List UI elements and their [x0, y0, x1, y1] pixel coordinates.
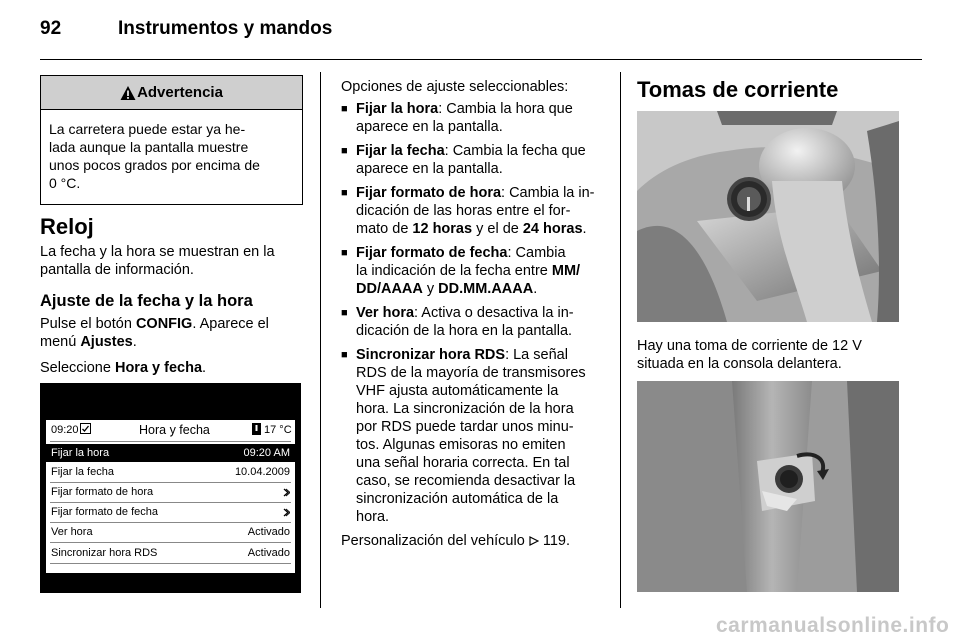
text: 24 horas	[522, 221, 583, 237]
text: .	[202, 360, 207, 376]
text: .	[582, 221, 587, 237]
text: : Cambia	[507, 245, 566, 261]
display-screenshot	[40, 383, 301, 593]
menu-row-fijar-hora[interactable]	[46, 444, 295, 462]
header-rule	[40, 59, 922, 60]
warning-triangle-icon	[120, 85, 136, 101]
tomas-description	[637, 337, 907, 373]
warning-header	[41, 76, 302, 110]
menu-row-value: Activado	[247, 547, 290, 559]
bullet: ■	[341, 103, 348, 115]
screen-divider	[50, 563, 291, 564]
option-term: Ver hora	[356, 305, 415, 321]
screen-temperature: 17 °C	[264, 424, 292, 436]
warning-box	[40, 75, 303, 205]
text: sincronización automática de la	[356, 491, 559, 507]
text: aparece en la pantalla.	[356, 119, 503, 135]
screen-title: Hora y fecha	[139, 423, 210, 437]
thermometer-icon	[252, 423, 261, 435]
option-term: Fijar la hora	[356, 101, 439, 117]
menu-row-label: Fijar la fecha	[51, 466, 114, 478]
menu-row-formato-hora[interactable]	[46, 483, 295, 501]
list-item	[341, 244, 605, 298]
console-outlet-illustration	[637, 381, 899, 592]
pulse-paragraph	[40, 315, 310, 351]
option-term: Sincronizar hora RDS	[356, 347, 506, 363]
list-item	[341, 142, 605, 178]
console-outlet-photo	[637, 381, 899, 592]
text: Personalización del vehículo	[341, 533, 529, 549]
menu-row-label: Fijar formato de fecha	[51, 506, 158, 518]
page-ref-arrow-icon	[529, 536, 539, 546]
display-screen	[46, 420, 295, 573]
menu-row-label: Sincronizar hora RDS	[51, 547, 158, 559]
config-button-ref: CONFIG	[135, 316, 193, 332]
text: . Aparece el	[192, 316, 269, 332]
column-divider-1	[320, 72, 321, 608]
text: hora.	[356, 509, 390, 525]
text: DD.MM.AAAA	[438, 281, 534, 297]
intro-line: pantalla de información.	[40, 262, 194, 278]
screen-divider	[50, 542, 291, 543]
text: : Cambia la in-	[501, 185, 595, 201]
option-term: Fijar formato de fecha	[356, 245, 508, 261]
menu-row-label: Fijar la hora	[51, 447, 110, 459]
text: : Cambia la hora que	[438, 101, 573, 117]
text: VHF ajusta automáticamente la	[356, 383, 559, 399]
option-term: Fijar la fecha	[356, 143, 445, 159]
warning-line: lada aunque la pantalla muestre	[49, 139, 249, 155]
text: MM/	[551, 263, 581, 279]
warning-title: Advertencia	[137, 84, 223, 101]
screen-divider	[50, 441, 291, 442]
options-intro: Opciones de ajuste seleccionables:	[341, 79, 569, 95]
list-item	[341, 346, 605, 526]
page-number: 92	[40, 18, 62, 39]
ajuste-subheading: Ajuste de la fecha y la hora	[40, 292, 253, 310]
power-outlet-illustration	[637, 111, 899, 322]
list-item	[341, 304, 605, 340]
option-term: Fijar formato de hora	[356, 185, 502, 201]
menu-row-fijar-fecha[interactable]	[46, 463, 295, 481]
text: : La señal	[505, 347, 568, 363]
menu-row-label: Fijar formato de hora	[51, 486, 154, 498]
seleccione-paragraph	[40, 359, 206, 377]
bullet: ■	[341, 349, 348, 361]
reloj-heading: Reloj	[40, 214, 94, 239]
text: .	[565, 533, 570, 549]
hora-fecha-ref: Hora y fecha	[114, 360, 203, 376]
menu-row-value: Activado	[247, 526, 290, 538]
text: mato de	[356, 221, 413, 237]
menu-row-sincronizar-rds[interactable]	[46, 544, 295, 562]
text: dicación de la hora en la pantalla.	[356, 323, 573, 339]
text: por RDS puede tardar unos minu-	[356, 419, 574, 435]
reloj-intro	[40, 243, 310, 279]
cross-reference[interactable]	[341, 532, 605, 550]
screen-time: 09:20	[51, 424, 79, 436]
chevron-right-icon	[283, 508, 290, 517]
screen-top-bar	[46, 420, 295, 440]
text: tos. Algunas emisoras no emiten	[356, 437, 566, 453]
text: y	[422, 281, 439, 297]
menu-row-label: Ver hora	[51, 526, 93, 538]
text: aparece en la pantalla.	[356, 161, 503, 177]
page-ref: 119	[542, 533, 566, 549]
text: dicación de las horas entre el for-	[356, 203, 571, 219]
text: 12 horas	[412, 221, 473, 237]
chevron-right-icon	[283, 488, 290, 497]
warning-line: La carretera puede estar ya he-	[49, 121, 246, 137]
menu-row-ver-hora[interactable]	[46, 523, 295, 541]
section-title: Instrumentos y mandos	[118, 18, 333, 39]
bullet: ■	[341, 247, 348, 259]
warning-line: 0 °C.	[49, 175, 81, 191]
column-divider-2	[620, 72, 621, 608]
text: RDS de la mayoría de transmisores	[356, 365, 586, 381]
list-item	[341, 100, 605, 136]
text: .	[132, 334, 137, 350]
text: DD/AAAA	[356, 281, 423, 297]
text: Pulse el botón	[40, 316, 136, 332]
text: Hay una toma de corriente de 12 V	[637, 338, 862, 354]
text: Seleccione	[40, 360, 115, 376]
list-item	[341, 184, 605, 238]
clock-sync-icon	[80, 423, 91, 434]
warning-text	[41, 110, 302, 192]
tomas-heading: Tomas de corriente	[637, 77, 839, 102]
text: y el de	[472, 221, 523, 237]
menu-row-value: 09:20 AM	[243, 447, 290, 459]
warning-line: unos pocos grados por encima de	[49, 157, 260, 173]
text: caso, se recomienda desactivar la	[356, 473, 576, 489]
options-list	[341, 100, 605, 550]
menu-row-formato-fecha[interactable]	[46, 503, 295, 521]
bullet: ■	[341, 307, 348, 319]
text: la indicación de la fecha entre	[356, 263, 552, 279]
text: : Cambia la fecha que	[444, 143, 586, 159]
text: hora. La sincronización de la hora	[356, 401, 574, 417]
text: .	[533, 281, 538, 297]
bullet: ■	[341, 145, 348, 157]
menu-row-value: 10.04.2009	[234, 466, 290, 478]
text: situada en la consola delantera.	[637, 356, 842, 372]
power-outlet-photo	[637, 111, 899, 322]
text: : Activa o desactiva la in-	[414, 305, 574, 321]
text: menú	[40, 334, 81, 350]
ajustes-menu-ref: Ajustes	[80, 334, 133, 350]
text: una señal horaria correcta. En tal	[356, 455, 570, 471]
bullet: ■	[341, 187, 348, 199]
watermark: carmanualsonline.info	[716, 614, 950, 637]
intro-line: La fecha y la hora se muestran en la	[40, 244, 275, 260]
